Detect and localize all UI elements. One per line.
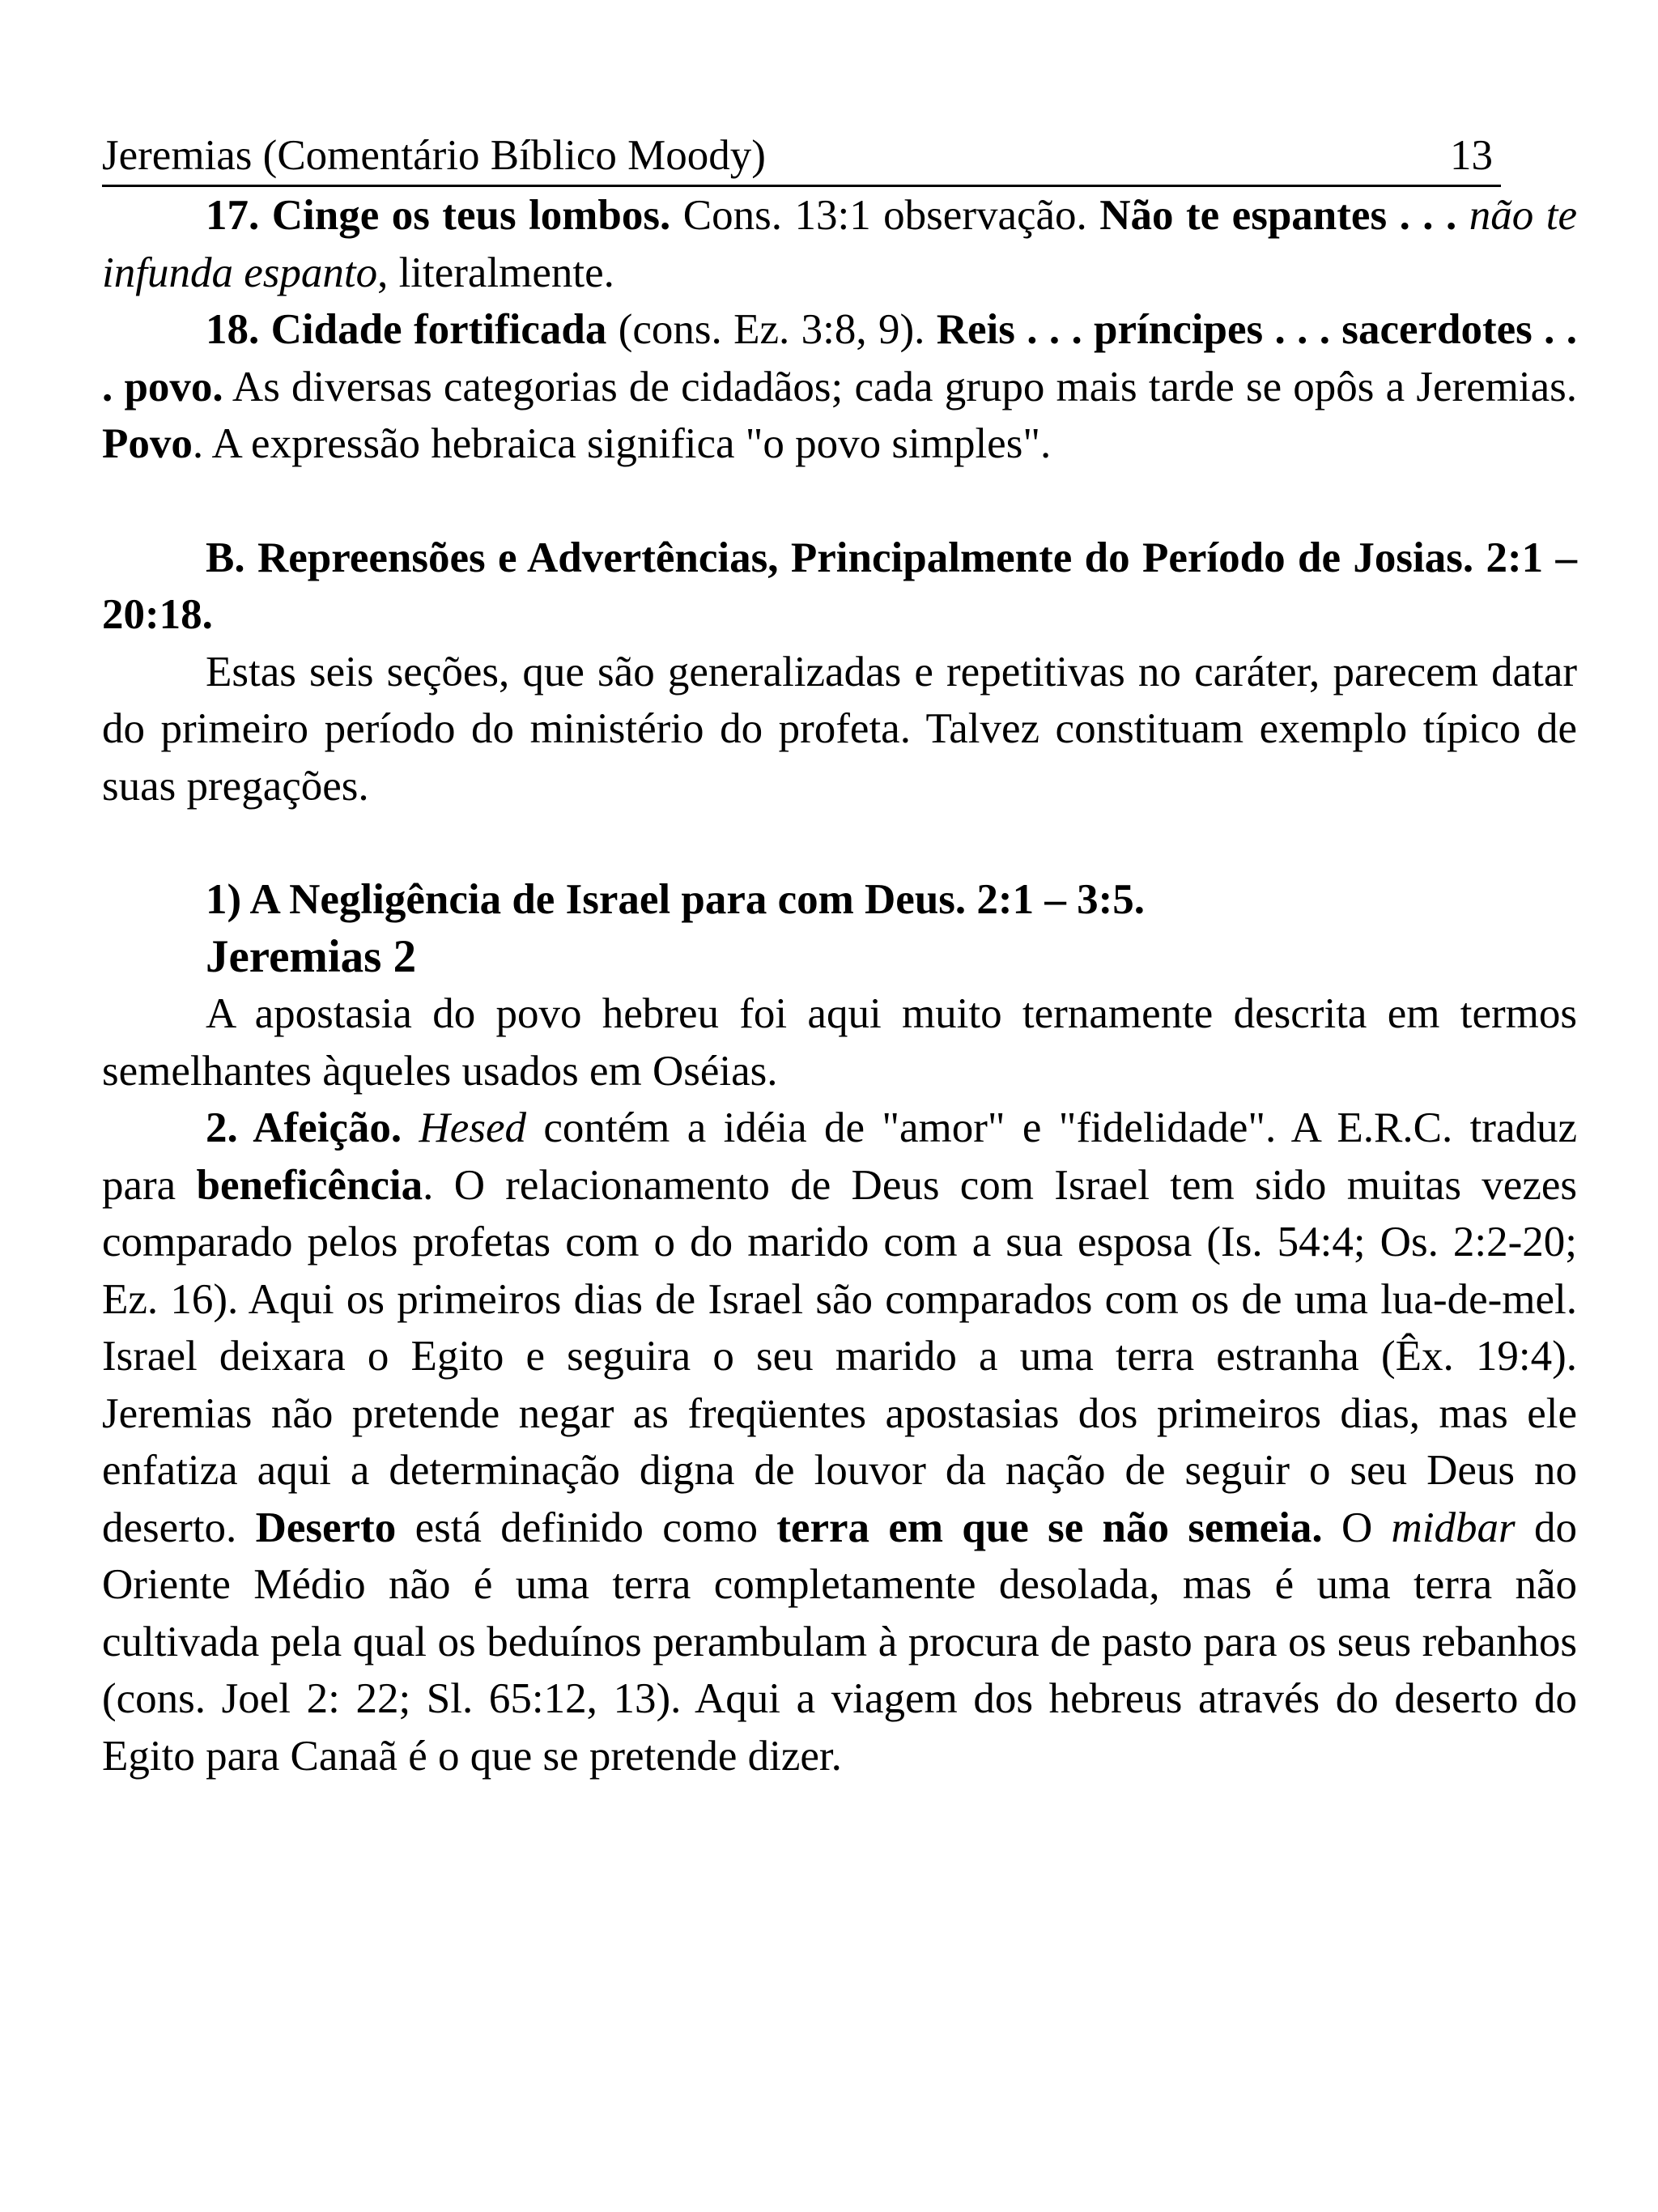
verse-ref: 2. Afeição. xyxy=(206,1104,402,1151)
text-run: está definido como xyxy=(396,1504,777,1551)
italic-term: não te infunda espanto xyxy=(102,192,1577,296)
bold-term: terra em que se não semeia. xyxy=(776,1504,1323,1551)
bold-term: Deserto xyxy=(255,1504,397,1551)
text-run: As diversas categorias de cidadãos; cada grupo mais tarde se opôs a Jeremias. xyxy=(223,363,1577,410)
bold-term: Não te espantes . . . xyxy=(1099,192,1457,239)
document-page xyxy=(102,130,1577,1784)
verse-ref: 18. Cidade fortificada xyxy=(206,306,607,353)
text-run: . O relacionamento de Deus com Israel tem sido muitas vezes comparado pelos profetas com o do marido com a sua esposa (Is. 54:4; Os. 2:2-20; Ez. 16). Aqui os primeiros dias de Israel são comparados com os de uma lua-de-mel. Israel deixara o Egito e seguira o seu marido a uma terra estranha (Êx. 19:4). Jeremias não pretende negar as freqüentes apostasias dos primeiros dias, mas ele enfatiza aqui a determinação digna de louvor da nação de seguir o seu Deus no deserto. xyxy=(102,1161,1578,1551)
bold-term: beneficência xyxy=(196,1161,423,1209)
italic-term: midbar xyxy=(1391,1504,1516,1551)
header-title: Jeremias (Comentário Bíblico Moody) xyxy=(102,132,766,179)
body-text xyxy=(102,187,1577,1784)
text-run: (cons. Ez. 3:8, 9). xyxy=(606,306,937,353)
text-run: contém a idéia de "amor" e "fidelidade". A E.R.C. traduz para xyxy=(102,1104,1578,1209)
section-heading-1: 1) A Negligência de Israel para com Deus. 2:1 – 3:5. xyxy=(206,876,1145,923)
paragraph-verse-18 xyxy=(102,301,1577,473)
italic-term: Hesed xyxy=(419,1104,526,1151)
bold-term: Povo xyxy=(102,420,193,467)
section-heading-b: B. Repreensões e Advertências, Principalmente do Período de Josias. 2:1 – 20:18. xyxy=(102,534,1577,638)
text-run: O xyxy=(1322,1504,1392,1551)
verse-ref: 17. Cinge os teus lombos. xyxy=(206,192,671,239)
paragraph-apostasia: A apostasia do povo hebreu foi aqui muito ternamente descrita em termos semelhantes àqueles usados em Oséias. xyxy=(102,990,1577,1095)
text-run: Cons. 13:1 observação. xyxy=(670,192,1100,239)
text-run: , literalmente. xyxy=(377,249,614,296)
page-number: 13 xyxy=(1450,132,1493,179)
bold-term: Reis . . . príncipes . . . sacerdotes . . . povo. xyxy=(102,306,1577,410)
text-run: . A expressão hebraica significa "o povo simples". xyxy=(192,420,1052,467)
running-header xyxy=(102,130,1501,187)
chapter-heading: Jeremias 2 xyxy=(206,930,417,982)
spacer xyxy=(102,473,1577,530)
paragraph-verse-2 xyxy=(102,1100,1577,1784)
spacer xyxy=(102,815,1577,871)
paragraph-intro: Estas seis seções, que são generalizadas e repetitivas no caráter, parecem datar do primeiro período do ministério do profeta. Talvez constituam exemplo típico de suas pregações. xyxy=(102,648,1577,810)
text-run xyxy=(1456,192,1469,239)
paragraph-verse-17 xyxy=(102,187,1577,301)
text-run xyxy=(402,1104,419,1151)
text-run: do Oriente Médio não é uma terra completamente desolada, mas é uma terra não cultivada pela qual os beduínos perambulam à procura de pasto para os seus rebanhos (cons. Joel 2: 22; Sl. 65:12, 13). Aqui a viagem dos hebreus através do deserto do Egito para Canaã é o que se pretende dizer. xyxy=(102,1504,1577,1780)
